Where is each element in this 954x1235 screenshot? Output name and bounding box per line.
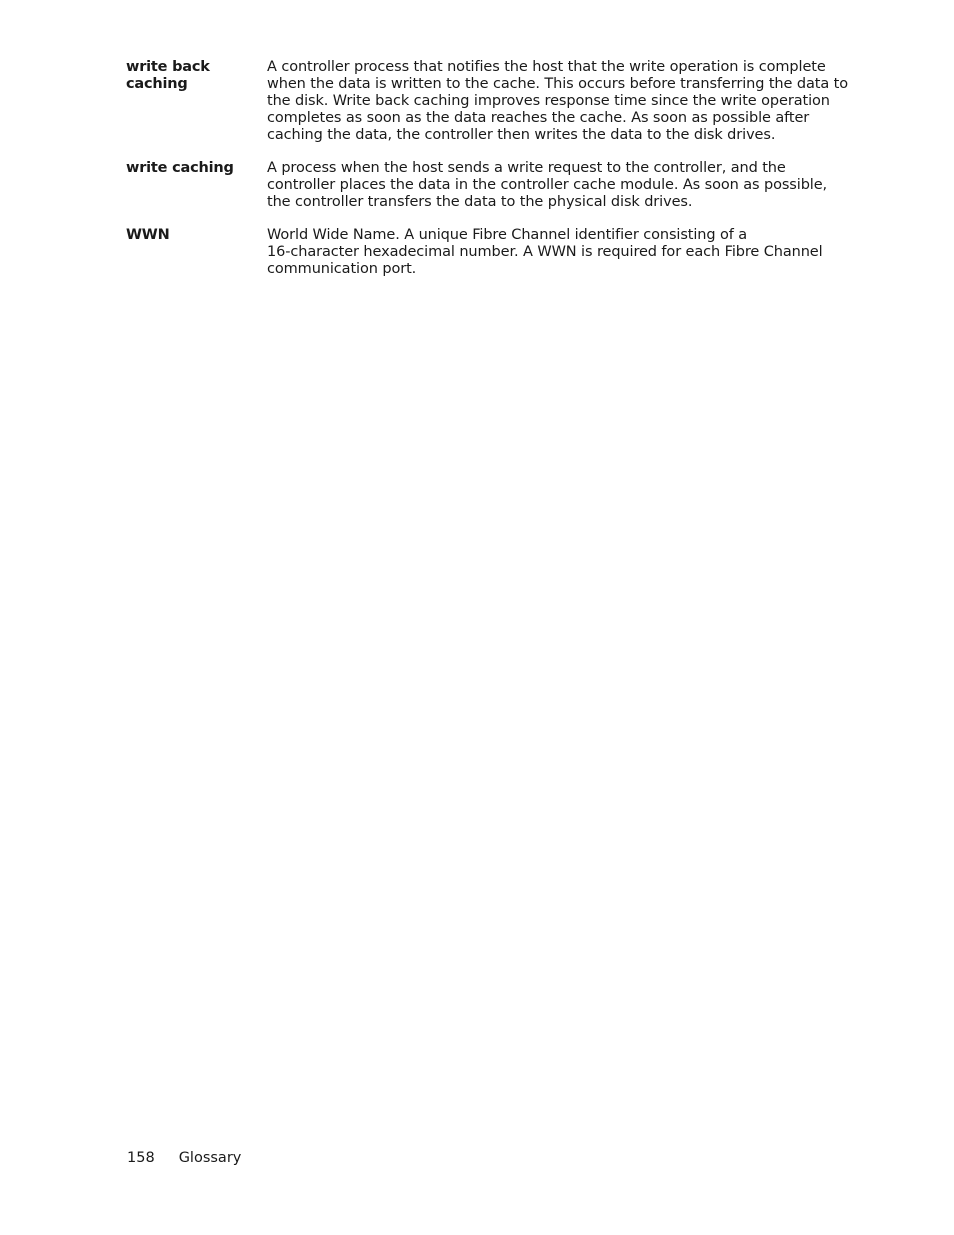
glossary-definition [267,227,823,278]
definition-line: the disk. Write back caching improves response time since the write operation [267,93,830,109]
term-line: write back [126,59,210,75]
glossary-definition [267,59,848,144]
glossary-definition [267,160,827,211]
glossary-entry-write-caching [126,160,828,211]
glossary-term [126,59,267,144]
term-line: caching [126,76,188,92]
glossary-entry-write-back-caching [126,59,848,144]
page-footer [127,1150,241,1167]
glossary-list [126,59,848,294]
term-line: WWN [126,227,170,243]
definition-line: World Wide Name. A unique Fibre Channel identifier consisting of a [267,227,748,243]
glossary-term [126,227,267,278]
definition-line: communication port. [267,261,417,277]
glossary-term [126,160,267,211]
footer-section-name: Glossary [178,1150,242,1166]
definition-line: when the data is written to the cache. This occurs before transferring the data to [267,76,848,92]
definition-line: 16-character hexadecimal number. A WWN is required for each Fibre Channel [267,244,823,260]
definition-line: A process when the host sends a write request to the controller, and the [267,160,786,176]
definition-line: the controller transfers the data to the physical disk drives. [267,194,693,210]
definition-line: completes as soon as the data reaches the cache. As soon as possible after [267,110,810,126]
definition-line: controller places the data in the controller cache module. As soon as possible, [267,177,828,193]
page-number: 158 [127,1150,155,1166]
term-line: write caching [126,160,234,176]
glossary-entry-wwn [126,227,823,278]
definition-line: A controller process that notifies the host that the write operation is complete [267,59,826,75]
definition-line: caching the data, the controller then writes the data to the disk drives. [267,127,776,143]
